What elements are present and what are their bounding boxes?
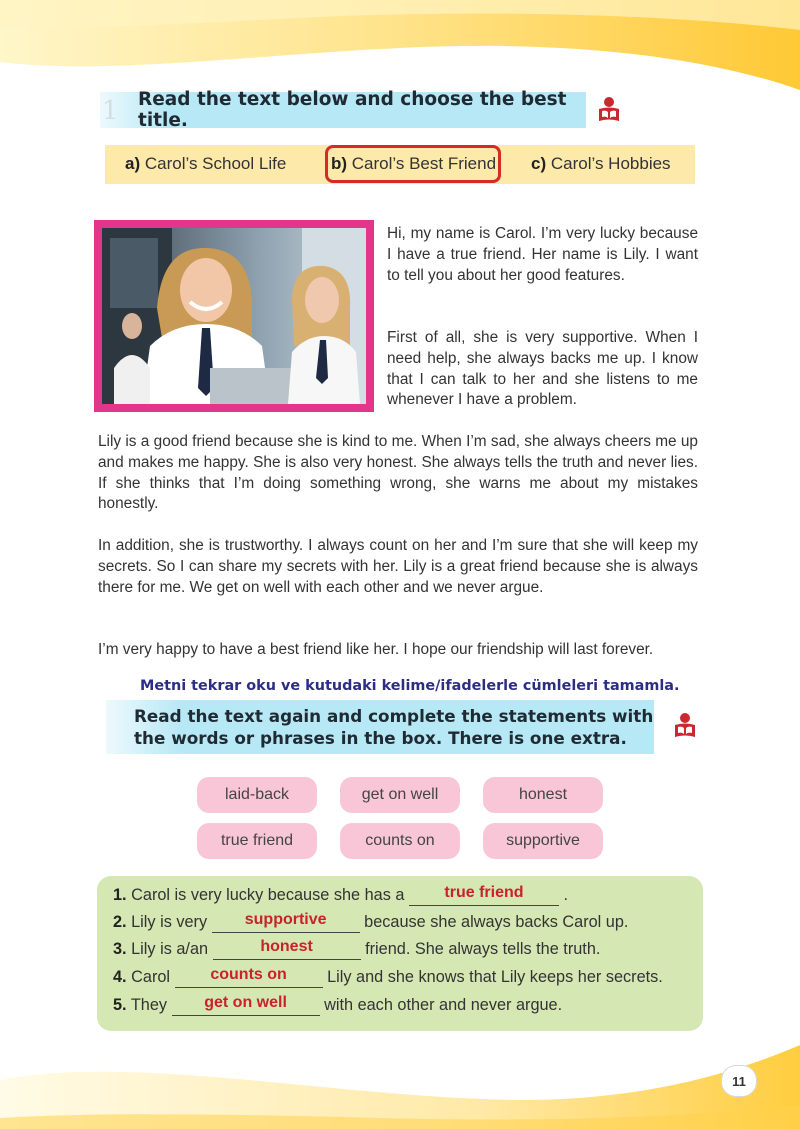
exercise2-instruction-line1: Read the text again and complete the statements with <box>134 706 654 726</box>
selected-option-ring <box>325 145 501 183</box>
page-number: 11 <box>721 1065 757 1097</box>
statement-3: 3. Lily is a/an honest friend. She always tells the truth. <box>113 938 601 958</box>
reading-paragraph-4: In addition, she is trustworthy. I always count on her and I’m sure that she will keep my secrets. So I can share my secrets with her. Lily is a great friend because she is always there for me. We get on well with each other and we never argue. <box>98 537 698 596</box>
answer-blank-4[interactable]: counts on <box>175 968 323 988</box>
reading-paragraph-5: I’m very happy to have a best friend like her. I hope our friendship will last forever. <box>98 641 654 658</box>
statement-2: 2. Lily is very supportive because she always backs Carol up. <box>113 911 629 931</box>
word-chip-get-on-well[interactable]: get on well <box>340 777 460 813</box>
statement-5: 5. They get on well with each other and never argue. <box>113 994 563 1014</box>
exercise2-header <box>106 700 654 754</box>
exercise1-header <box>100 89 586 131</box>
answer-box <box>97 876 703 1031</box>
statement-4: 4. Carol counts on Lily and she knows that Lily keeps her secrets. <box>113 966 663 986</box>
word-chip-honest[interactable]: honest <box>483 777 603 813</box>
turkish-instruction: Metni tekrar oku ve kutudaki kelime/ifadelerle cümleleri tamamla. <box>140 678 680 694</box>
word-chip-laid-back[interactable]: laid-back <box>197 777 317 813</box>
word-chip-supportive[interactable]: supportive <box>483 823 603 859</box>
exercise2-instruction-line2: the words or phrases in the box. There is one extra. <box>134 728 627 748</box>
word-chip-true-friend[interactable]: true friend <box>197 823 317 859</box>
option-a[interactable]: a) Carol’s School Life <box>125 154 287 173</box>
answer-blank-1[interactable]: true friend <box>409 886 559 906</box>
students-photo <box>94 220 374 412</box>
reading-paragraph-1: Hi, my name is Carol. I’m very lucky because I have a true friend. Her name is Lily. I want to tell you about her good features. <box>387 225 698 284</box>
answer-blank-2[interactable]: supportive <box>212 913 360 933</box>
reader-icon <box>596 96 622 124</box>
answer-blank-3[interactable]: honest <box>213 940 361 960</box>
statement-1: 1. Carol is very lucky because she has a true friend . <box>113 884 569 904</box>
word-chip-counts-on[interactable]: counts on <box>340 823 460 859</box>
exercise1-number: 1 <box>102 96 119 126</box>
option-b[interactable]: b) Carol’s Best Friend <box>331 154 497 173</box>
reading-paragraph-3: Lily is a good friend because she is kind to me. When I’m sad, she always cheers me up and makes me happy. She is also very honest. She always tells the truth and never lies. If she thinks that I’m doing something wrong, she warns me about my mistakes honestly. <box>98 433 698 513</box>
exercise1-instruction: Read the text below and choose the best title. <box>138 89 567 131</box>
reading-paragraph-2: First of all, she is very supportive. When I need help, she always backs me up. I know that I can talk to her and she listens to me whenever I have a problem. <box>387 329 698 409</box>
answer-blank-5[interactable]: get on well <box>172 996 320 1016</box>
option-c[interactable]: c) Carol’s Hobbies <box>531 154 671 173</box>
reader-icon <box>672 712 698 740</box>
